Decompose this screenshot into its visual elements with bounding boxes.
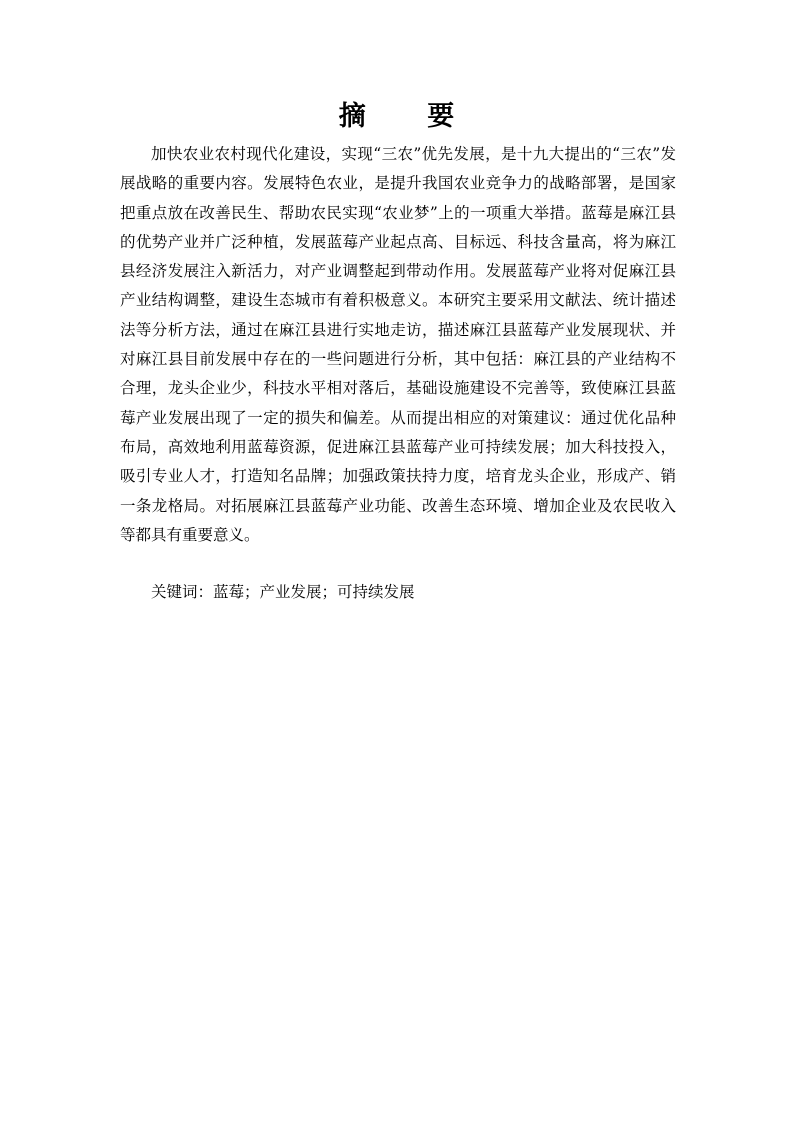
abstract-body: 加快农业农村现代化建设，实现“三农”优先发展，是十九大提出的“三农”发展战略的重要内容。发展特色农业，是提升我国农业竞争力的战略部署，是国家把重点放在改善民生、帮助农民实现“农业梦”上的一项重大举措。蓝莓是麻江县的优势产业并广泛种植，发展蓝莓产业起点高、目标远、科技含量高，将为麻江县经济发展注入新活力，对产业调整起到带动作用。发展蓝莓产业将对促麻江县产业结构调整，建设生态城市有着积极意义。本研究主要采用文献法、统计描述法等分析方法，通过在麻江县进行实地走访，描述麻江县蓝莓产业发展现状、并对麻江县目前发展中存在的一些问题进行分析，其中包括：麻江县的产业结构不合理，龙头企业少，科技水平相对落后，基础设施建设不完善等，致使麻江县蓝莓产业发展出现了一定的损失和偏差。从而提出相应的对策建议：通过优化品种布局，高效地利用蓝莓资源，促进麻江县蓝莓产业可持续发展；加大科技投入，吸引专业人才，打造知名品牌；加强政策扶持力度，培育龙头企业，形成产、销一条龙格局。对拓展麻江县蓝莓产业功能、改善生态环境、增加企业及农民收入等都具有重要意义。 <box>120 145 676 544</box>
keywords-line: 关键词：蓝莓；产业发展；可持续发展 <box>151 583 415 601</box>
abstract-title: 摘 要 <box>338 101 481 132</box>
